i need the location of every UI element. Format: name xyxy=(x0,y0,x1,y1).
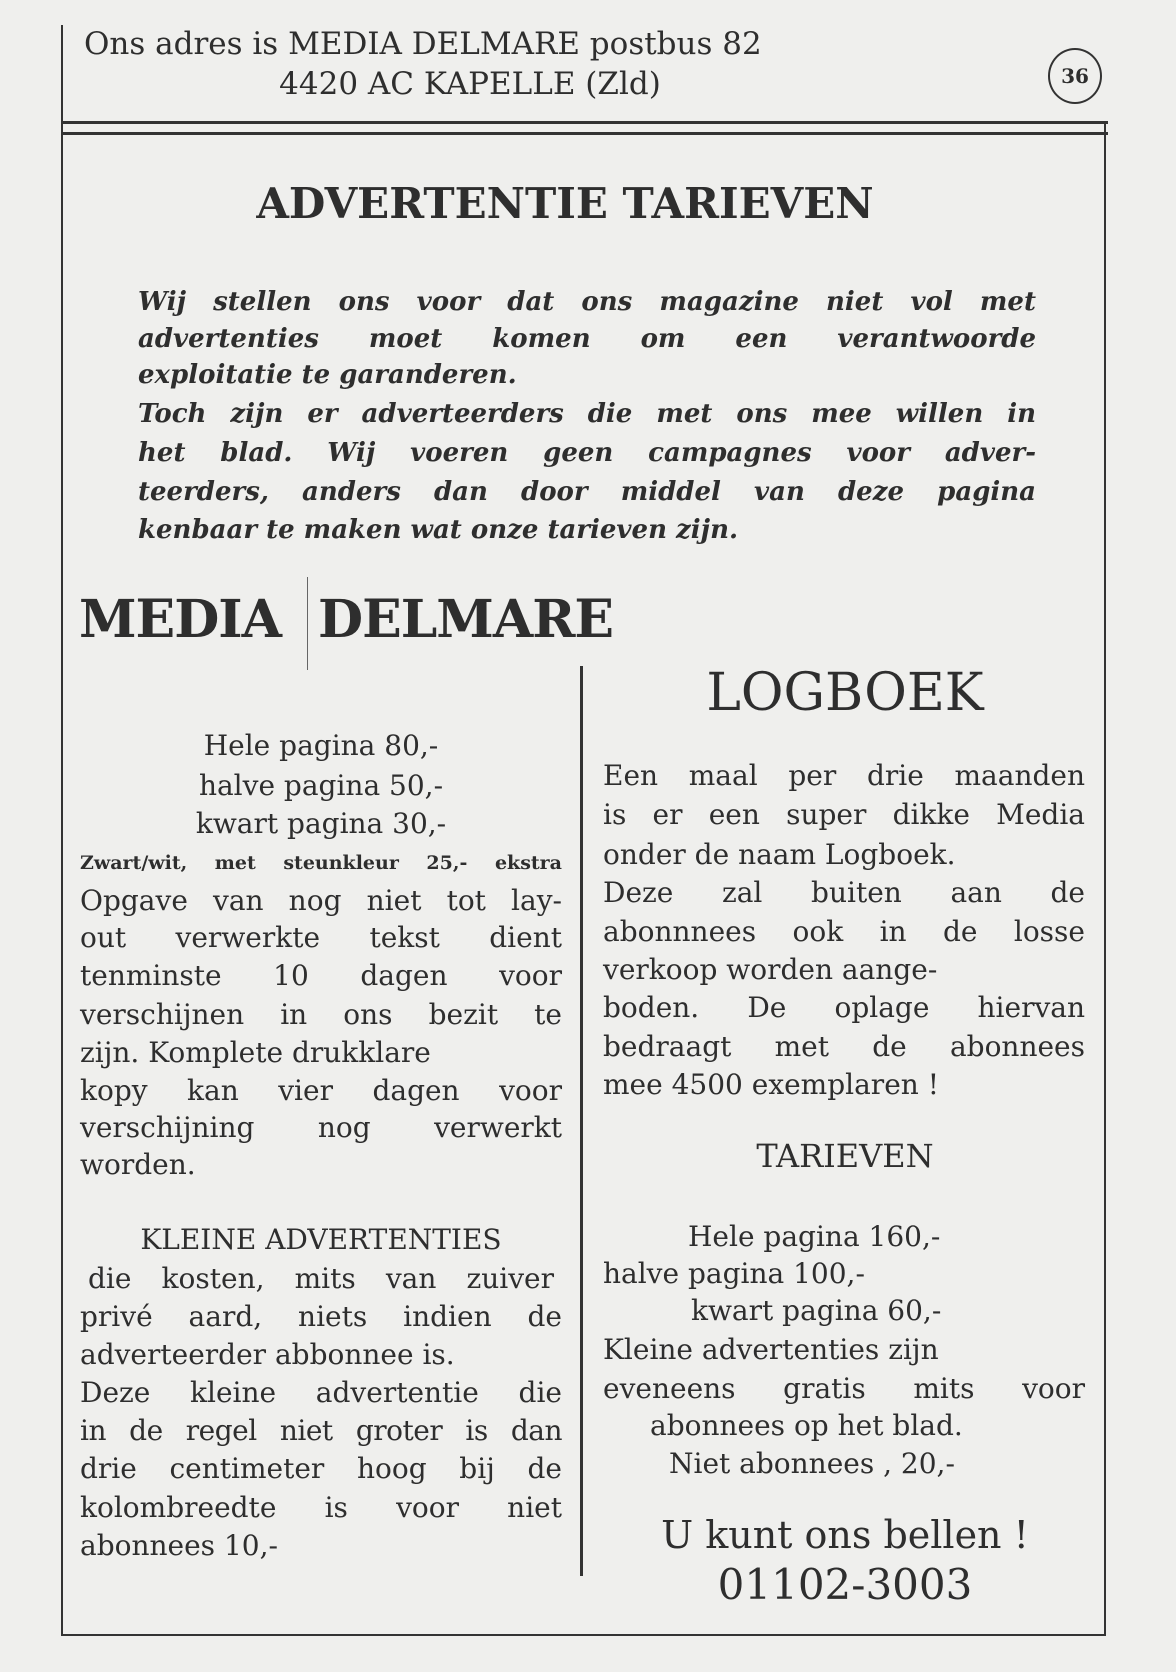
logboek-line: is er een super dikke Media xyxy=(603,798,1085,831)
logboek-line: onder de naam Logboek. xyxy=(603,838,956,871)
logboek-line: Deze zal buiten aan de xyxy=(603,876,1085,909)
copy-line: kopy kan vier dagen voor xyxy=(80,1074,562,1107)
logboek-line: verkoop worden aange- xyxy=(603,953,938,986)
frame-right xyxy=(1104,121,1106,1636)
logboek-line: abonnnees ook in de losse xyxy=(603,915,1085,948)
copy-line: out verwerkte tekst dient xyxy=(80,921,562,954)
rates-line: kwart pagina 60,- xyxy=(691,1294,942,1327)
frame-left xyxy=(61,121,63,1636)
intro-line: Wij stellen ons voor dat ons magazine niet vol met xyxy=(138,287,1036,317)
rates-line: Hele pagina 160,- xyxy=(688,1220,941,1253)
price-line: kwart pagina 30,- xyxy=(195,807,447,840)
column-divider xyxy=(580,666,583,1576)
header-left-rule xyxy=(61,25,63,135)
small-ads-line: die kosten, mits van zuiver xyxy=(88,1262,554,1295)
rates-heading: TARIEVEN xyxy=(756,1137,934,1175)
intro-line: Toch zijn er adverteerders die met ons mee willen in xyxy=(138,399,1036,429)
small-ads-line: Deze kleine advertentie die xyxy=(80,1376,562,1409)
intro-line: advertenties moet komen om een verantwoorde xyxy=(138,324,1036,354)
small-ads-line: in de regel niet groter is dan xyxy=(80,1414,562,1447)
rates-line: abonnees op het blad. xyxy=(650,1409,963,1442)
rates-line: Niet abonnees , 20,- xyxy=(669,1447,955,1480)
delmare-heading: DELMARE xyxy=(318,589,614,650)
top-double-rule xyxy=(61,121,1108,124)
frame-bottom xyxy=(61,1634,1106,1636)
logboek-line: boden. De oplage hiervan xyxy=(603,991,1085,1024)
logboek-line: mee 4500 exemplaren ! xyxy=(603,1068,939,1101)
intro-line: teerders, anders dan door middel van deze pagina xyxy=(138,477,1036,507)
logboek-line: Een maal per drie maanden xyxy=(603,759,1085,792)
small-ads-heading: KLEINE ADVERTENTIES xyxy=(140,1223,502,1256)
heading-divider xyxy=(307,577,308,670)
rates-line: eveneens gratis mits voor xyxy=(603,1372,1085,1405)
address-line-1: Ons adres is MEDIA DELMARE postbus 82 xyxy=(84,26,762,62)
intro-line: het blad. Wij voeren geen campagnes voor adver- xyxy=(138,438,1036,468)
copy-line: Opgave van nog niet tot lay- xyxy=(80,884,562,917)
small-ads-line: adverteerder abbonnee is. xyxy=(80,1338,455,1371)
copy-line: verschijnen in ons bezit te xyxy=(80,998,562,1031)
page-title: ADVERTENTIE TARIEVEN xyxy=(256,179,874,228)
small-ads-line: privé aard, niets indien de xyxy=(80,1300,562,1333)
copy-line: tenminste 10 dagen voor xyxy=(80,959,562,992)
address-line-2: 4420 AC KAPELLE (Zld) xyxy=(279,66,661,102)
call-text: U kunt ons bellen ! xyxy=(661,1513,1029,1557)
rates-line: halve pagina 100,- xyxy=(603,1257,865,1290)
rates-line: Kleine advertenties zijn xyxy=(603,1333,939,1366)
copy-line: worden. xyxy=(80,1148,196,1181)
copy-line: verschijning nog verwerkt xyxy=(80,1111,562,1144)
price-line: Hele pagina 80,- xyxy=(203,729,439,762)
intro-line: kenbaar te maken wat onze tarieven zijn. xyxy=(138,515,739,545)
phone-number[interactable]: 01102-3003 xyxy=(717,1560,973,1609)
small-ads-line: drie centimeter hoog bij de xyxy=(80,1452,562,1485)
copy-line: zijn. Komplete drukklare xyxy=(80,1036,431,1069)
color-note: Zwart/wit, met steunkleur 25,- ekstra xyxy=(80,852,562,874)
top-double-rule-2 xyxy=(61,132,1108,135)
logboek-line: bedraagt met de abonnees xyxy=(603,1030,1085,1063)
intro-line: exploitatie te garanderen. xyxy=(138,360,517,390)
page-number-badge: 36 xyxy=(1048,48,1102,104)
media-heading: MEDIA xyxy=(79,589,281,650)
small-ads-line: abonnees 10,- xyxy=(80,1529,278,1562)
logboek-heading: LOGBOEK xyxy=(706,663,984,723)
price-line: halve pagina 50,- xyxy=(198,769,444,802)
small-ads-line: kolombreedte is voor niet xyxy=(80,1491,562,1524)
